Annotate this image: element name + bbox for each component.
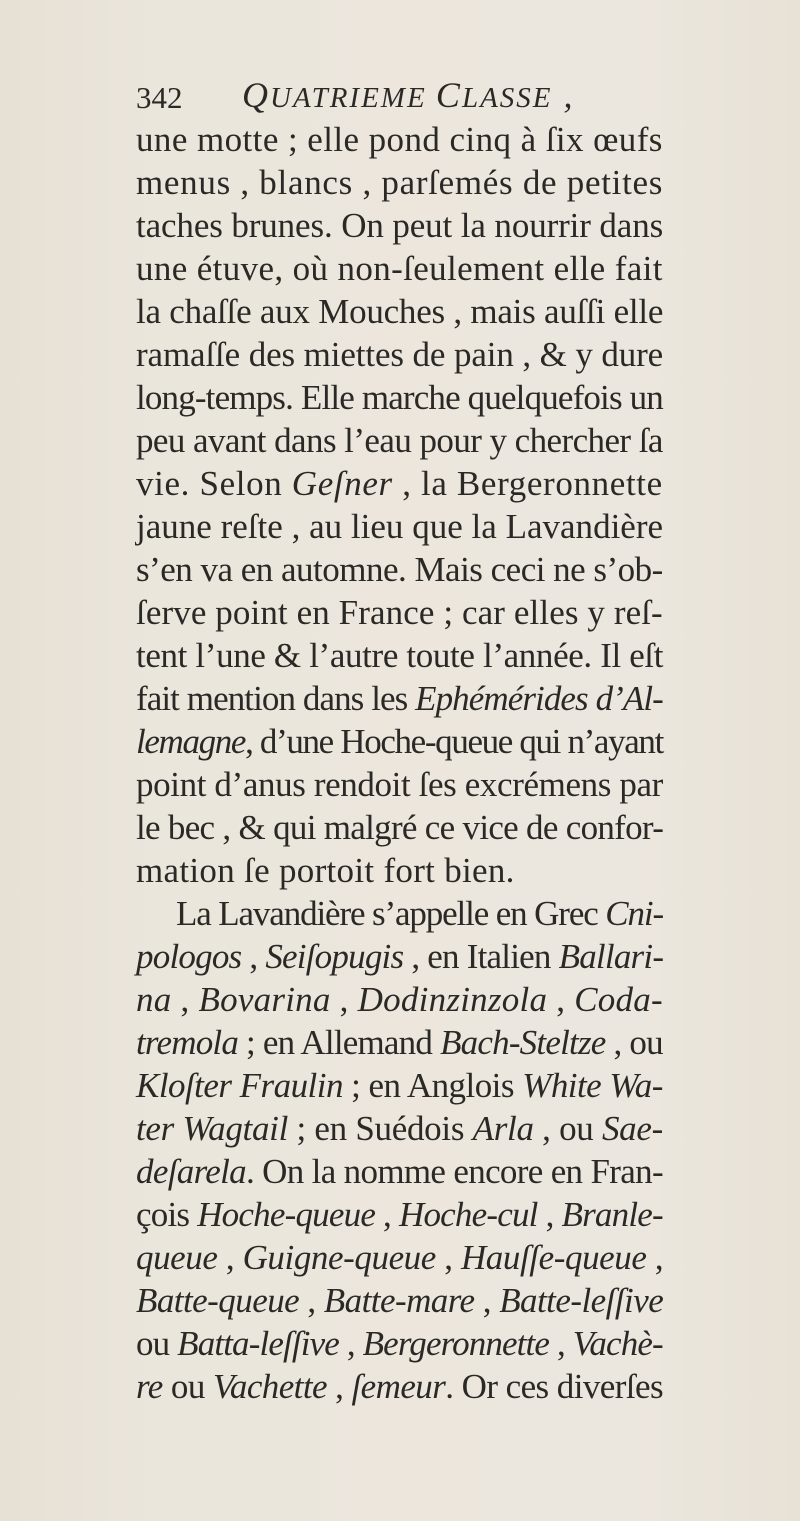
italic-text: queue [136, 1238, 218, 1277]
text-line [136, 247, 796, 290]
text-line-content [136, 679, 663, 718]
text-segment: ou [136, 1324, 178, 1363]
text-line [136, 806, 796, 849]
text-segment: long-temps. Elle marche quelquefois un [136, 378, 663, 417]
text-segment: jaune reſte , au lieu que la Lavandière [136, 507, 664, 546]
text-segment: s’en va en automne. Mais ceci ne s’ob- [136, 550, 663, 589]
header-title: QUATRIEME CLASSE , [242, 75, 575, 115]
italic-text: Vachette [212, 1367, 327, 1406]
text-segment: , la Bergeronnette [392, 464, 663, 503]
text-line [136, 1365, 796, 1408]
text-line [136, 505, 796, 548]
text-line-content [136, 980, 663, 1019]
italic-text: na [136, 980, 172, 1019]
italic-text: Bovarina [198, 980, 331, 1019]
text-line [136, 677, 796, 720]
text-line-content [136, 1324, 663, 1363]
text-segment: point d’anus rendoit ſes excrémens par [136, 765, 663, 804]
text-line-content [136, 464, 663, 503]
text-line [136, 1021, 796, 1064]
text-line-content [136, 851, 515, 890]
text-segment: une motte ; elle pond cinq à ſix œufs [136, 120, 663, 159]
text-line-content [136, 765, 663, 804]
text-segment: , ou [533, 1109, 602, 1148]
text-segment: , en Italien [403, 937, 559, 976]
text-segment: , [338, 1324, 363, 1363]
text-segment: , [217, 1238, 243, 1277]
text-line-content [136, 550, 663, 589]
text-segment: ; en Anglois [342, 1066, 523, 1105]
text-line [136, 548, 796, 591]
text-line [136, 935, 796, 978]
italic-text: Cni- [605, 894, 663, 933]
text-segment: ; en Suédois [288, 1109, 473, 1148]
text-segment: , [171, 980, 199, 1019]
italic-text: Batta-leſſive [177, 1324, 339, 1363]
text-line-content [136, 378, 663, 417]
text-line [136, 1193, 796, 1236]
italic-text: Kloſter Fraulin [136, 1066, 343, 1105]
text-line-content [136, 249, 663, 288]
text-segment: , [646, 1238, 664, 1277]
text-segment: , [435, 1238, 461, 1277]
italic-text: Guigne-queue [242, 1238, 436, 1277]
text-line-content [136, 722, 663, 761]
text-line [136, 462, 796, 505]
text-line [136, 376, 796, 419]
italic-text: Batte-leſſive [499, 1281, 664, 1320]
text-segment: , [241, 937, 266, 976]
text-segment: vie. Selon [136, 464, 292, 503]
text-line-content [136, 507, 663, 546]
text-segment: . On la nomme encore en Fran- [245, 1152, 663, 1191]
text-line [136, 1150, 796, 1193]
text-line [136, 763, 796, 806]
italic-text: Hoche-cul [398, 1195, 538, 1234]
text-segment: peu avant dans l’eau pour y chercher ſa [136, 421, 663, 460]
text-line-content [136, 421, 663, 460]
italic-text: Batte-queue [136, 1281, 300, 1320]
text-line-content [136, 1281, 663, 1320]
text-line [136, 892, 796, 935]
text-line [136, 161, 796, 204]
text-line-content [136, 808, 663, 847]
italic-text: Vachè- [572, 1324, 663, 1363]
text-line-content [136, 636, 663, 675]
text-segment: ou [162, 1367, 213, 1406]
text-line [136, 634, 796, 677]
text-line-content [136, 937, 663, 976]
text-line [136, 1064, 796, 1107]
text-line-content [136, 1195, 663, 1234]
text-line-content [136, 206, 663, 245]
text-line [136, 1322, 796, 1365]
text-line-content [136, 1109, 663, 1148]
text-line [136, 978, 796, 1021]
text-segment: , d’une Hoche-queue qui n’ayant [245, 722, 663, 761]
text-segment: , [547, 980, 575, 1019]
text-segment: ramaſſe des miettes de pain , & y dure [136, 335, 664, 374]
text-segment: ſerve point en France ; car elles y reſ- [136, 593, 663, 632]
text-line [136, 1107, 796, 1150]
italic-text: Dodinzinzola [357, 980, 548, 1019]
text-line-content [136, 1066, 663, 1105]
text-line-content [136, 1023, 663, 1062]
italic-text: Coda- [574, 980, 663, 1019]
italic-text: lemagne [136, 722, 246, 761]
italic-text: ſemeur [351, 1367, 446, 1406]
text-segment: , [375, 1195, 399, 1234]
italic-text: Ephémérides d’Al- [415, 679, 663, 718]
text-segment: tent l’une & l’autre toute l’année. Il eſt [136, 636, 664, 675]
italic-text: Sae- [601, 1109, 663, 1148]
text-line-content [136, 1238, 663, 1277]
text-segment: menus , blancs , parſemés de petites [136, 163, 664, 202]
text-segment: taches brunes. On peut la nourrir dans [136, 206, 664, 245]
text-segment: , [537, 1195, 562, 1234]
italic-text: Seiſopugis [265, 937, 404, 976]
italic-text: Geſner [291, 464, 393, 503]
italic-text: Arla [472, 1109, 534, 1148]
text-segment: , [326, 1367, 352, 1406]
text-line-content [136, 1152, 663, 1191]
text-segment: , ou [605, 1023, 663, 1062]
text-segment: la chaſſe aux Mouches , mais auſſi elle [136, 292, 664, 331]
text-line [136, 591, 796, 634]
text-line [136, 290, 796, 333]
italic-text: re [136, 1367, 163, 1406]
text-line [136, 333, 796, 376]
text-line-content [136, 1367, 663, 1406]
italic-text: Batte-mare [323, 1281, 475, 1320]
italic-text: Hoche-queue [197, 1195, 376, 1234]
text-line-content [136, 292, 663, 331]
text-segment: , [549, 1324, 573, 1363]
italic-text: tremola [136, 1023, 239, 1062]
text-segment: , [474, 1281, 500, 1320]
italic-text: deſarela [136, 1152, 246, 1191]
italic-text: Ballari- [558, 937, 664, 976]
text-segment: . Or ces diverſes [445, 1367, 664, 1406]
body-text [136, 118, 796, 1408]
text-segment: , [299, 1281, 324, 1320]
text-segment: , [330, 980, 358, 1019]
italic-text: Hauſſe-queue [460, 1238, 647, 1277]
text-line [136, 118, 796, 161]
text-line [136, 204, 796, 247]
text-line [136, 419, 796, 462]
text-segment: fait mention dans les [136, 679, 416, 718]
text-line-content [136, 120, 663, 159]
italic-text: Branle- [561, 1195, 663, 1234]
italic-text: White Wa- [522, 1066, 663, 1105]
text-segment: une étuve, où non-ſeulement elle fait [136, 249, 663, 288]
text-segment: çois [136, 1195, 198, 1234]
text-segment: ; en Allemand [238, 1023, 441, 1062]
text-segment: La Lavandière s’appelle en Grec [176, 894, 606, 933]
text-segment: mation ſe portoit fort bien. [136, 851, 515, 890]
text-line [136, 1279, 796, 1322]
italic-text: pologos [136, 937, 242, 976]
text-line-content [176, 894, 663, 933]
text-line [136, 849, 796, 892]
italic-text: ter Wagtail [136, 1109, 289, 1148]
text-line-content [136, 163, 663, 202]
text-line [136, 1236, 796, 1279]
text-line-content [136, 593, 663, 632]
italic-text: Bergeronnette [362, 1324, 550, 1363]
page-number: 342 [136, 80, 183, 115]
italic-text: Bach-Steltze [440, 1023, 606, 1062]
text-line [136, 720, 796, 763]
text-line-content [136, 335, 663, 374]
text-segment: le bec , & qui malgré ce vice de confor- [136, 808, 664, 847]
